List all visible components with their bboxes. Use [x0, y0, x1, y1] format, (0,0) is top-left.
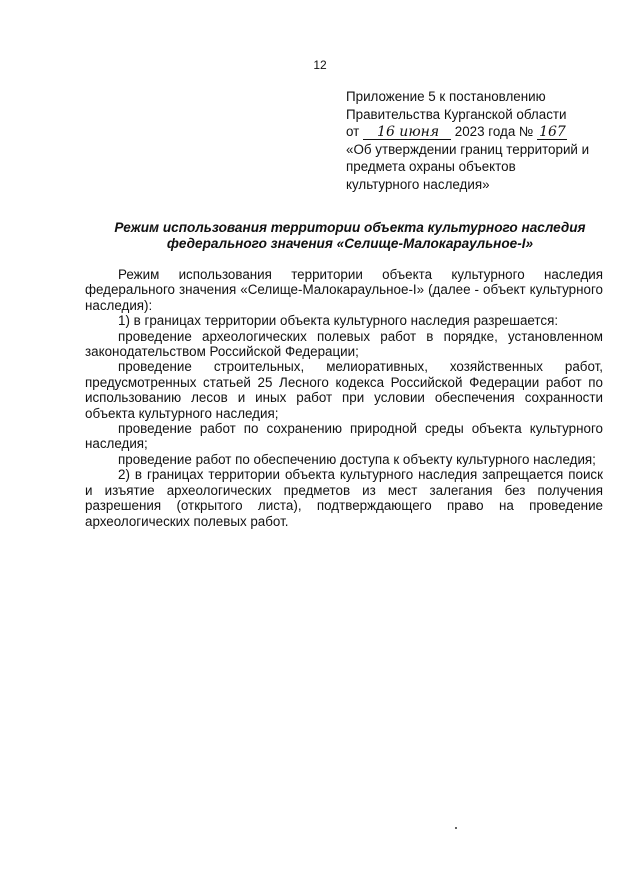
date-suffix: 2023 года № [454, 124, 534, 140]
appendix-header [346, 88, 616, 194]
paragraph-access: проведение работ по обеспечению доступа к объекту культурного наследия; [118, 451, 596, 467]
paragraph-archaeology: проведение археологических полевых работ в порядке, установленном законодательством Российской Федерации; [85, 328, 603, 360]
paragraph-intro: Режим использования территории объекта культурного наследия федерального значения «Селище-Малокараульное-I» (далее - объект культурного наследия): [85, 267, 603, 313]
paragraph-item-1: 1) в границах территории объекта культурного наследия разрешается: [118, 313, 559, 329]
paragraph-environment: проведение работ по сохранению природной среды объекта культурного наследия; [85, 421, 603, 452]
paragraph-construction: проведение строительных, мелиоративных, хозяйственных работ, предусмотренных статьей 25 Лесного кодекса Российской Федерации работ по использованию лесов и иных работ при условии обеспечения сохранности объекта культурного наследия; [85, 359, 603, 421]
appendix-line-5: предмета охраны объектов [346, 159, 516, 175]
appendix-line-4: «Об утверждении границ территорий и [346, 141, 590, 157]
appendix-line-6: культурного наследия» [346, 176, 490, 192]
scan-speck [455, 827, 457, 829]
title-line-2: федерального значения «Селище-Малокараульное-I» [166, 236, 534, 252]
appendix-line-1: Приложение 5 к постановлению [346, 89, 546, 104]
appendix-date-line [346, 123, 616, 141]
document-title [100, 220, 600, 253]
appendix-line-2: Правительства Курганской области [346, 106, 567, 122]
handwritten-number: 167 [539, 124, 566, 141]
title-line-1: Режим использования территории объекта культурного наследия [114, 220, 586, 235]
handwritten-date: 16 июня [363, 125, 451, 140]
paragraph-item-2: 2) в границах территории объекта культурного наследия запрещается поиск и изъятие археологических предметов из мест залегания без получения разрешения (открытого листа), подтверждающего право на проведение археологических полевых работ. [85, 467, 603, 529]
document-body [85, 267, 603, 529]
page-number: 12 [313, 58, 327, 72]
date-prefix: от [346, 124, 360, 140]
